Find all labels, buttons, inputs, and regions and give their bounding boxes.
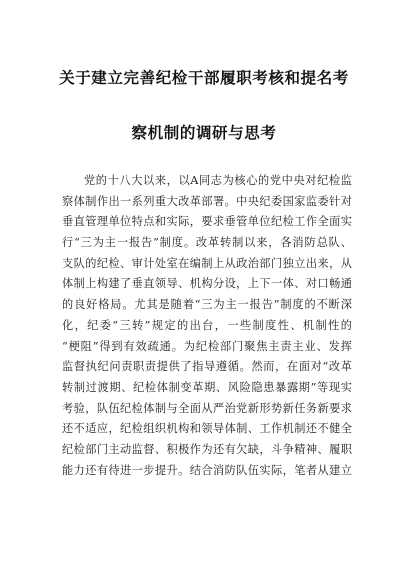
body-line: 监督执纪问责职责提供了指导遵循。然而，在面对“改革 [62,360,352,374]
body-line: 的良好格局。尤其是随着“三为主一报告”制度的不断深 [62,298,352,312]
body-line: “梗阻”得到有效疏通。为纪检部门聚焦主责主业、发挥 [62,339,352,353]
body-line: 化，纪委“三转”规定的出台，一些制度性、机制性的 [62,318,352,332]
document-title-line-2: 察机制的调研与思考 [131,124,277,142]
body-line: 行“三为主一报告”制度。改革转制以来，各消防总队、 [62,236,352,250]
body-line: 体制上构建了垂直领导、机构分设，上下一体、对口畅通 [62,277,352,291]
document-title-line-1: 关于建立完善纪检干部履职考核和提名考 [59,69,349,87]
body-line: 察体制作出一系列重大改革部署。中央纪委国家监委针对 [62,194,352,208]
body-line: 垂直管理单位特点和实际，要求垂管单位纪检工作全面实 [62,215,352,229]
body-line: 党的十八大以来，以A同志为核心的党中央对纪检监 [84,174,352,187]
body-line: 考验，队伍纪检体制与全面从严治党新形势新任务新要求 [62,401,352,415]
body-line: 转制过渡期、纪检体制变革期、风险隐患暴露期”等现实 [62,380,352,394]
body-line: 能力还有待进一步提升。结合消防队伍实际，笔者从建立 [62,463,352,477]
body-line: 纪检部门主动监督、积极作为还有欠缺，斗争精神、履职 [62,442,352,456]
body-line: 还不适应，纪检组织机构和领导体制、工作机制还不健全 [62,422,352,436]
body-line: 支队的纪检、审计处室在编制上从政治部门独立出来，从 [62,256,352,270]
document-body [62,171,352,481]
